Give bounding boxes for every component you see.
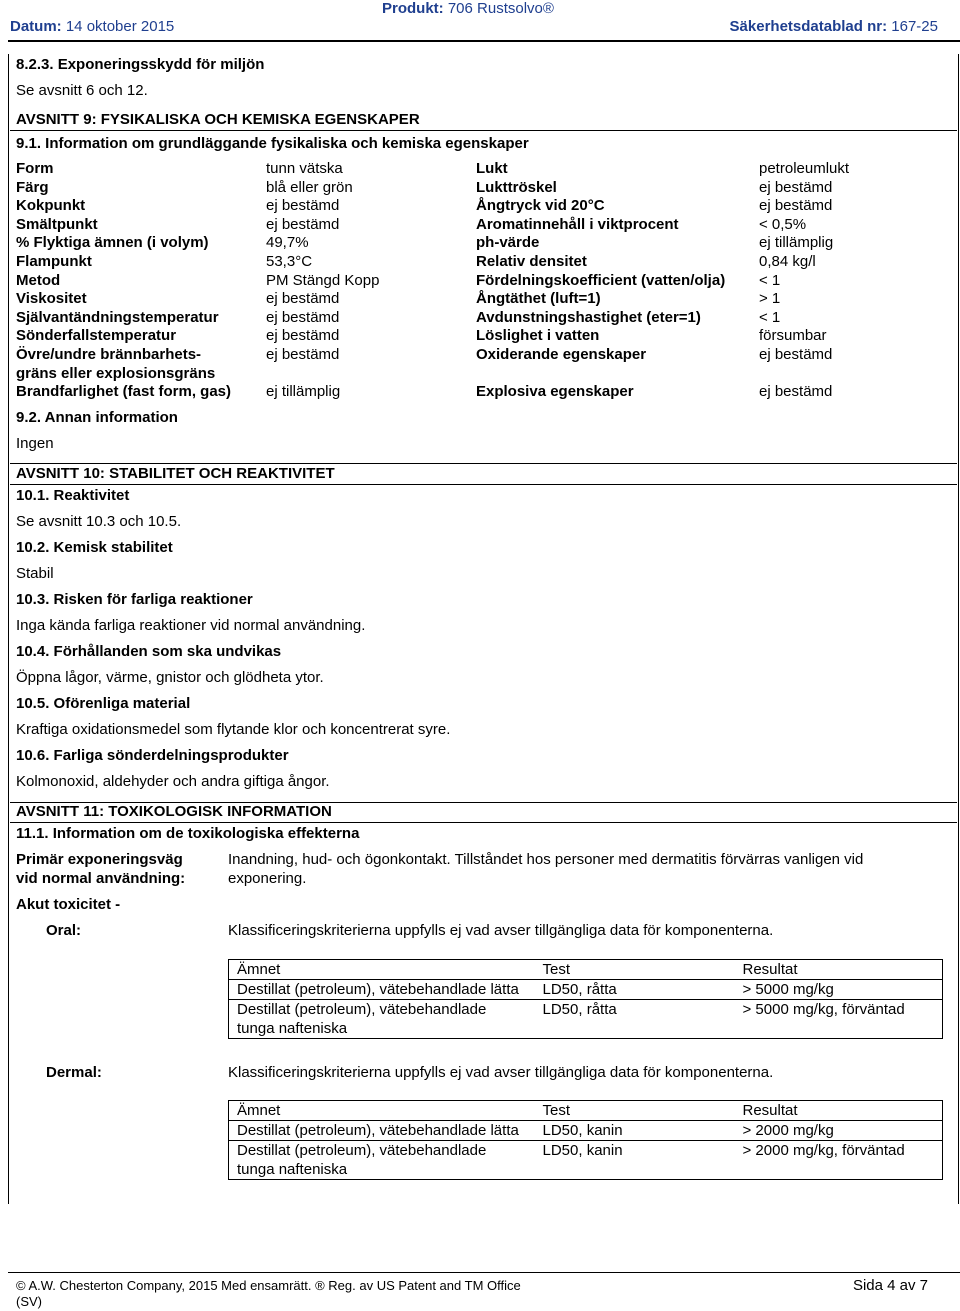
section-9-title: AVSNITT 9: FYSIKALISKA OCH KEMISKA EGENSKAPER [16,111,420,128]
exposure-route-text-1: Inandning, hud- och ögonkontakt. Tillståndet hos personer med dermatitis förvärras vanligen vid [228,851,864,868]
property-row [16,383,939,402]
property-value: < 1 [759,271,781,289]
section-10-5-text: Kraftiga oxidationsmedel som flytande klor och koncentrerat syre. [16,721,451,738]
product-field: Produkt: 706 Rustsolvo® [382,0,554,17]
property-value [759,365,939,384]
section-9-2-heading: 9.2. Annan information [16,409,178,426]
section-11-title: AVSNITT 11: TOXIKOLOGISK INFORMATION [16,803,332,820]
property-label: Lukt [476,160,508,177]
property-value: ej bestämd [759,345,833,363]
dermal-table-header-row [229,1101,943,1121]
header-divider [8,40,960,42]
property-label [476,365,759,384]
property-label: Kokpunkt [16,197,86,215]
property-value: ej bestämd [266,197,340,215]
section-10-1-text: Se avsnitt 10.3 och 10.5. [16,513,182,530]
property-label: Löslighet i vatten [476,327,600,345]
property-row [16,197,939,216]
property-value: petroleumlukt [759,160,850,177]
section-10-6-heading: 10.6. Farliga sönderdelningsprodukter [16,747,289,764]
substance-cell: Destillat (petroleum), vätebehandlade tunga nafteniska [237,1142,487,1178]
result-cell: > 2000 mg/kg [735,1121,943,1141]
property-label: Oxiderande egenskaper [476,345,647,363]
section-10-3-heading: 10.3. Risken för farliga reaktioner [16,591,253,608]
property-value: > 1 [759,290,781,308]
property-label: Flampunkt [16,252,92,270]
property-value: ej tillämplig [759,234,834,252]
substance-cell: Destillat (petroleum), vätebehandlade lätta [229,1121,535,1141]
oral-toxicity-table [228,959,943,1039]
section-10-divider [10,484,957,485]
result-cell: > 2000 mg/kg, förväntad [742,1142,905,1159]
oral-label: Oral: [46,922,82,939]
property-row [16,160,939,179]
section-10-4-text: Öppna lågor, värme, gnistor och glödheta ytor. [16,669,324,686]
property-label: Sönderfallstemperatur [16,327,177,345]
property-value: ej bestämd [266,308,340,326]
section-9-divider [10,130,957,131]
property-value: ej bestämd [266,215,340,233]
header-test: Test [535,1101,735,1121]
table-row [229,1121,943,1141]
test-cell: LD50, kanin [535,1121,735,1141]
header-result: Resultat [735,1101,943,1121]
section-11-1-heading: 11.1. Information om de toxikologiska effekterna [16,825,360,842]
exposure-route-label-1: Primär exponeringsväg [16,851,183,868]
section-8-2-3-text: Se avsnitt 6 och 12. [16,82,148,99]
footer-language: (SV) [16,1294,42,1309]
result-cell: > 5000 mg/kg, förväntad [742,1001,905,1018]
property-label: gräns eller explosionsgräns [16,364,216,382]
property-row [16,365,939,384]
property-value: ej bestämd [759,197,833,215]
header-test: Test [535,960,735,980]
property-label: Självantändningstemperatur [16,308,219,326]
property-value: < 1 [759,308,781,326]
property-value: ej bestämd [759,383,833,401]
property-row [16,179,939,198]
dermal-toxicity-table [228,1100,943,1180]
property-row [16,234,939,253]
exposure-route-label-2: vid normal användning: [16,870,186,887]
property-value [266,365,476,384]
property-label: Metod [16,271,61,289]
section-9-2-text: Ingen [16,435,54,452]
property-label: Färg [16,178,49,196]
date-field: Datum: 14 oktober 2015 [10,18,175,35]
footer-page-number: Sida 4 av 7 [852,1277,928,1294]
section-9-1-heading: 9.1. Information om grundläggande fysikaliska och kemiska egenskaper [16,135,529,152]
property-value: ej bestämd [759,178,833,196]
property-row [16,290,939,309]
footer-copyright: © A.W. Chesterton Company, 2015 Med ensamrätt. ® Reg. av US Patent and TM Office [16,1278,521,1293]
oral-table-header-row [229,960,943,980]
table-row [229,1141,943,1180]
property-label: Avdunstningshastighet (eter=1) [476,308,701,326]
test-cell: LD50, kanin [542,1142,623,1159]
acute-toxicity-label: Akut toxicitet - [16,896,121,913]
section-10-title: AVSNITT 10: STABILITET OCH REAKTIVITET [16,465,335,482]
section-10-1-heading: 10.1. Reaktivitet [16,487,130,504]
property-label: ph-värde [476,234,540,252]
property-label: Fördelningskoefficient (vatten/olja) [476,271,726,289]
property-row [16,346,939,365]
property-label: Explosiva egenskaper [476,383,634,401]
table-row [229,1000,943,1039]
header-substance: Ämnet [229,1101,535,1121]
section-10-4-heading: 10.4. Förhållanden som ska undvikas [16,643,282,660]
section-11-divider [10,822,957,823]
property-value: blå eller grön [266,178,353,196]
section-8-2-3-heading: 8.2.3. Exponeringsskydd för miljön [16,56,265,73]
section-10-top-divider [10,463,957,464]
substance-cell: Destillat (petroleum), vätebehandlade tunga nafteniska [237,1001,487,1037]
section-10-3-text: Inga kända farliga reaktioner vid normal användning. [16,617,366,634]
property-row [16,327,939,346]
property-value: 53,3°C [266,252,313,270]
table-row [229,980,943,1000]
property-label: Ångtryck vid 20°C [476,197,605,215]
property-value: ej tillämplig [266,383,341,401]
substance-cell: Destillat (petroleum), vätebehandlade lätta [229,980,535,1000]
property-value: 0,84 kg/l [759,252,816,270]
exposure-route-text-2: exponering. [228,870,307,887]
footer-divider [8,1272,960,1273]
property-row [16,272,939,291]
result-cell: > 5000 mg/kg [735,980,943,1000]
property-value: PM Stängd Kopp [266,271,380,289]
section-10-2-heading: 10.2. Kemisk stabilitet [16,539,173,556]
property-value: ej bestämd [266,327,340,345]
property-label: Ångtäthet (luft=1) [476,290,601,308]
property-label: Relativ densitet [476,252,587,270]
property-value: ej bestämd [266,290,340,308]
test-cell: LD50, råtta [542,1001,617,1018]
document-header [0,0,960,40]
header-substance: Ämnet [229,960,535,980]
property-label: Lukttröskel [476,178,557,196]
test-cell: LD50, råtta [535,980,735,1000]
oral-classification-text: Klassificeringskriterierna uppfylls ej vad avser tillgängliga data för komponenterna. [228,922,774,939]
section-10-5-heading: 10.5. Oförenliga material [16,695,191,712]
section-10-2-text: Stabil [16,565,54,582]
sds-number-field: Säkerhetsdatablad nr: 167-25 [729,18,938,35]
dermal-label: Dermal: [46,1064,102,1081]
property-label: Form [16,160,54,177]
property-value: försumbar [759,327,827,345]
property-label: Aromatinnehåll i viktprocent [476,215,679,233]
property-label: Övre/undre brännbarhets- [16,345,202,363]
properties-table [16,160,939,402]
property-value: < 0,5% [759,215,807,233]
property-row [16,216,939,235]
property-value: ej bestämd [266,345,340,363]
header-result: Resultat [735,960,943,980]
property-row [16,253,939,272]
property-label: Viskositet [16,290,87,308]
property-label: % Flyktiga ämnen (i volym) [16,234,209,252]
property-label: Brandfarlighet (fast form, gas) [16,383,232,401]
dermal-classification-text: Klassificeringskriterierna uppfylls ej vad avser tillgängliga data för komponenterna. [228,1064,774,1081]
property-value: tunn vätska [266,160,343,177]
property-row [16,309,939,328]
section-10-6-text: Kolmonoxid, aldehyder och andra giftiga ångor. [16,773,330,790]
property-value: 49,7% [266,234,309,252]
property-label: Smältpunkt [16,215,98,233]
